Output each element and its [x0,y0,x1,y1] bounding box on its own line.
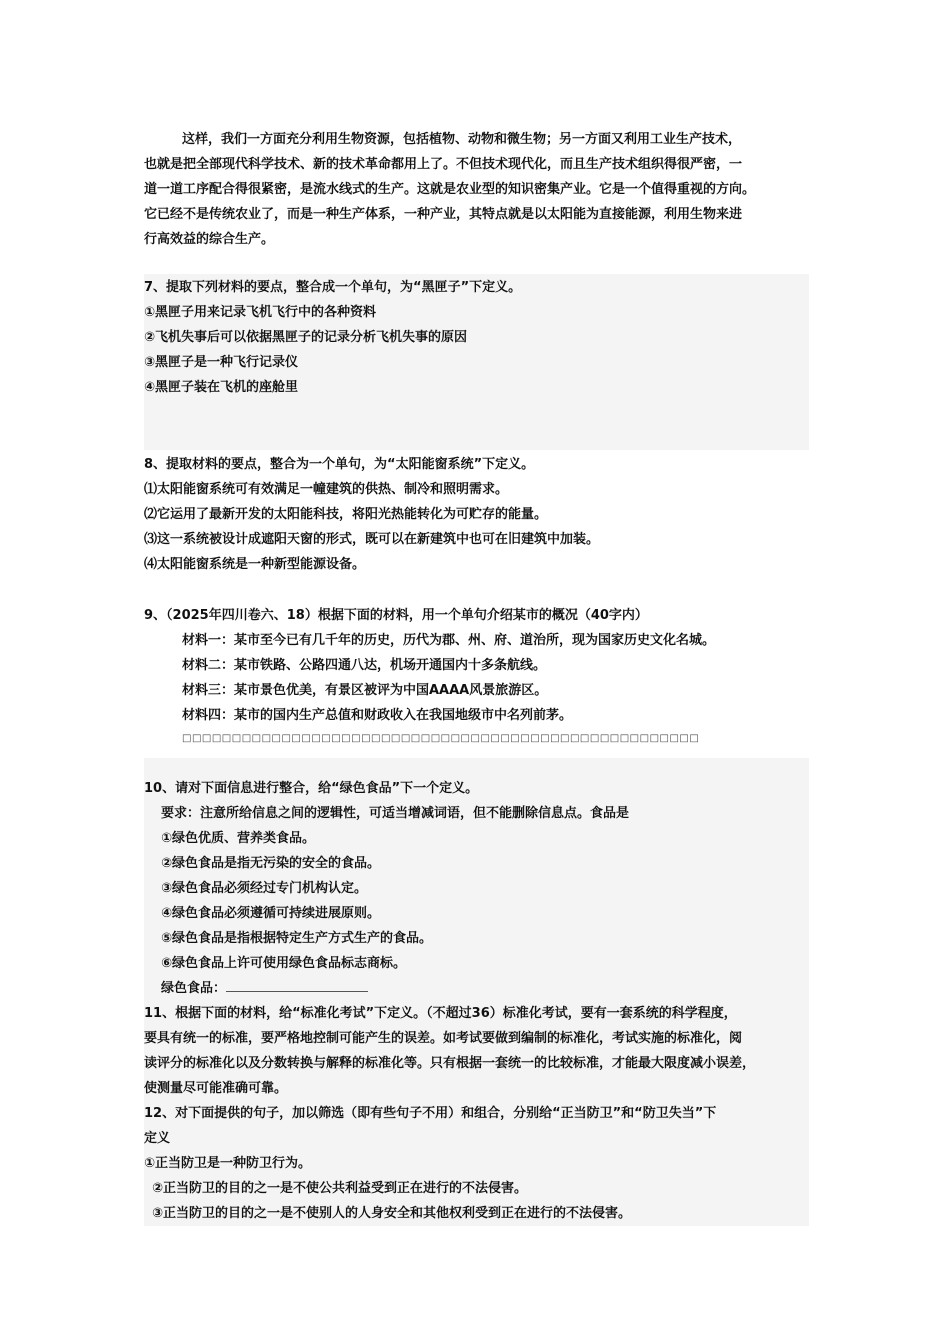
question-title: 9、（2025年四川卷六、18）根据下面的材料，用一个单句介绍某市的概况（40字内） [144,608,648,623]
intro-line: 行高效益的综合生产。 [144,232,275,247]
list-item: ④黑匣子装在飞机的座舱里 [144,380,299,395]
list-item: ②绿色食品是指无污染的安全的食品。 [161,856,381,871]
question-11-line: 要具有统一的标准，要严格地控制可能产生的误差。如考试要做到编制的标准化，考试实施的标准化，阅 [144,1031,743,1046]
material-item: 材料一：某市至今已有几千年的历史，历代为郡、州、府、道治所，现为国家历史文化名城。 [182,633,716,648]
question-title: 7、提取下列材料的要点，整合成一个单句，为“黑匣子”下定义。 [144,280,522,295]
intro-line: 这样，我们一方面充分利用生物资源，包括植物、动物和微生物；另一方面又利用工业生产技术， [182,132,742,147]
question-10 [144,758,809,1226]
question-12-line: 12、对下面提供的句子，加以筛选（即有些句子不用）和组合，分别给“正当防卫”和“防卫失当”下 [144,1106,717,1121]
question-11-line: 11、根据下面的材料，给“标准化考试”下定义。（不超过36）标准化考试，要有一套系统的科学程度， [144,1006,737,1021]
list-item: ①正当防卫是一种防卫行为。 [144,1156,312,1171]
question-12-line: 定义 [144,1131,171,1146]
material-item: 材料三：某市景色优美，有景区被评为中国AAAA风景旅游区。 [182,683,548,698]
material-item: 材料二：某市铁路、公路四通八达，机场开通国内十多条航线。 [182,658,547,673]
intro-paragraph [144,127,809,252]
question-8 [144,452,809,577]
intro-line: 它已经不是传统农业了，而是一种生产体系，一种产业，其特点就是以太阳能为直接能源，利用生物来进 [144,207,743,222]
list-item: ⑤绿色食品是指根据特定生产方式生产的食品。 [161,931,433,946]
list-item: ⑥绿色食品上许可使用绿色食品标志商标。 [161,956,407,971]
list-item: ④绿色食品必须遵循可持续进展原则。 [161,906,381,921]
document-page [144,127,809,1226]
requirement-text: 要求：注意所给信息之间的逻辑性，可适当增减词语，但不能删除信息点。食品是 [161,806,630,821]
answer-label: 绿色食品： [161,981,227,996]
question-title: 10、请对下面信息进行整合，给“绿色食品”下一个定义。 [144,781,479,796]
answer-grid: □□□□□□□□□□□□□□□□□□□□□□□□□□□□□□□□□□□□□□□□□□□□□□□□□□□□ [182,733,700,744]
question-11-line: 使测量尽可能准确可靠。 [144,1081,288,1096]
list-item: ③黑匣子是一种飞行记录仪 [144,355,299,370]
list-item: ⑷太阳能窗系统是一种新型能源设备。 [144,557,366,572]
question-7 [144,274,809,450]
list-item: ①黑匣子用来记录飞机飞行中的各种资料 [144,305,377,320]
material-item: 材料四：某市的国内生产总值和财政收入在我国地级市中名列前茅。 [182,708,573,723]
answer-row [144,976,809,1001]
question-title: 8、提取材料的要点，整合为一个单句，为“太阳能窗系统”下定义。 [144,457,535,472]
list-item: ⑶这一系统被设计成遮阳天窗的形式，既可以在新建筑中也可在旧建筑中加装。 [144,532,600,547]
answer-blank[interactable] [226,976,368,992]
question-11-line: 读评分的标准化以及分数转换与解释的标准化等。只有根据一套统一的比较标准，才能最大限度减小误差， [144,1056,756,1071]
list-item: ①绿色优质、营养类食品。 [161,831,316,846]
list-item: ②飞机失事后可以依据黑匣子的记录分析飞机失事的原因 [144,330,468,345]
intro-line: 道一道工序配合得很紧密，是流水线式的生产。这就是农业型的知识密集产业。它是一个值得重视的方向。 [144,182,756,197]
list-item: ⑴太阳能窗系统可有效满足一幢建筑的供热、制冷和照明需求。 [144,482,509,497]
question-9 [144,603,809,756]
intro-line: 也就是把全部现代科学技术、新的技术革命都用上了。不但技术现代化，而且生产技术组织得很严密，一 [144,157,743,172]
list-item: ②正当防卫的目的之一是不使公共利益受到正在进行的不法侵害。 [152,1181,528,1196]
list-item: ③正当防卫的目的之一是不使别人的人身安全和其他权利受到正在进行的不法侵害。 [152,1206,632,1221]
list-item: ③绿色食品必须经过专门机构认定。 [161,881,368,896]
list-item: ⑵它运用了最新开发的太阳能科技，将阳光热能转化为可贮存的能量。 [144,507,548,522]
